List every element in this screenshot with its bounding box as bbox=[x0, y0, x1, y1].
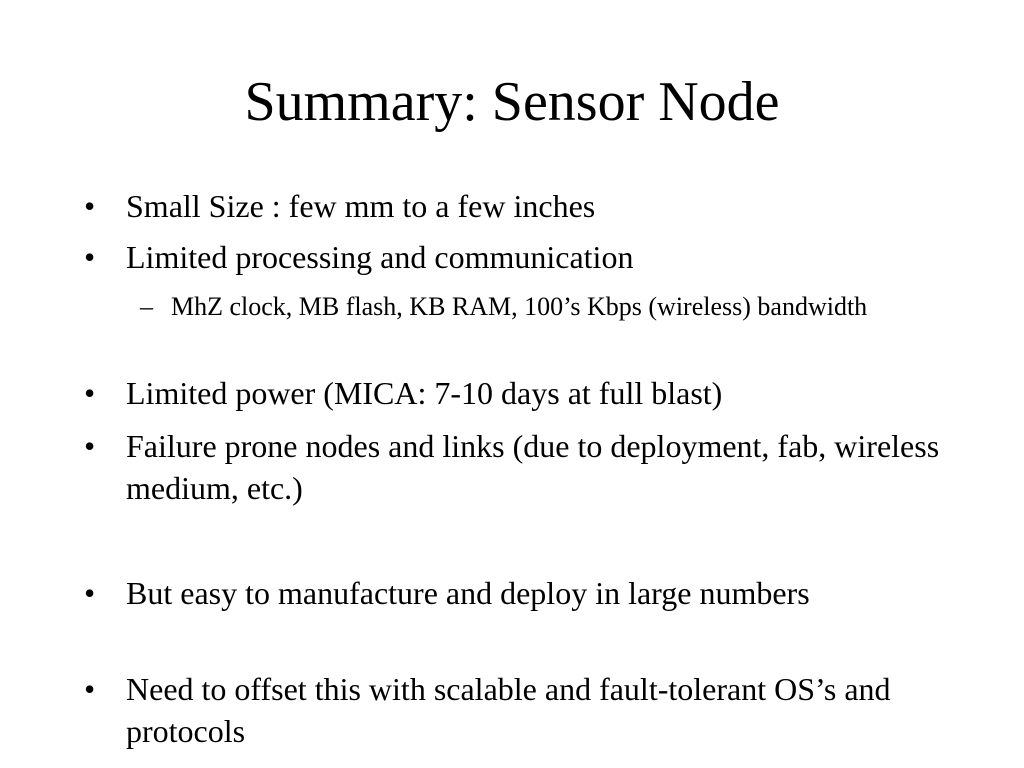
bullet-marker: • bbox=[84, 671, 96, 707]
bullet-text: But easy to manufacture and deploy in large numbers bbox=[126, 575, 810, 611]
bullet-text: Limited power (MICA: 7-10 days at full blast) bbox=[126, 375, 723, 411]
sub-bullet-text: MhZ clock, MB flash, KB RAM, 100’s Kbps (wireless) bandwidth bbox=[171, 292, 868, 321]
bullet-marker: • bbox=[84, 239, 96, 275]
bullet-item bbox=[84, 572, 944, 614]
bullet-marker: • bbox=[84, 375, 96, 411]
bullet-item bbox=[84, 185, 944, 227]
bullet-text: Limited processing and communication bbox=[126, 239, 634, 275]
bullet-text: Failure prone nodes and links (due to deployment, fab, wireless medium, etc.) bbox=[126, 428, 940, 506]
sub-bullet-marker: – bbox=[140, 292, 153, 321]
bullet-item bbox=[84, 372, 944, 414]
bullet-marker: • bbox=[84, 188, 96, 224]
bullet-item bbox=[84, 425, 944, 509]
bullet-item bbox=[84, 236, 944, 278]
bullet-marker: • bbox=[84, 428, 96, 464]
sub-bullet-item bbox=[140, 291, 940, 323]
bullet-marker: • bbox=[84, 575, 96, 611]
bullet-item bbox=[84, 668, 944, 752]
bullet-text: Need to offset this with scalable and fault-tolerant OS’s and protocols bbox=[126, 671, 891, 749]
bullet-text: Small Size : few mm to a few inches bbox=[126, 188, 596, 224]
slide-title: Summary: Sensor Node bbox=[244, 71, 780, 133]
